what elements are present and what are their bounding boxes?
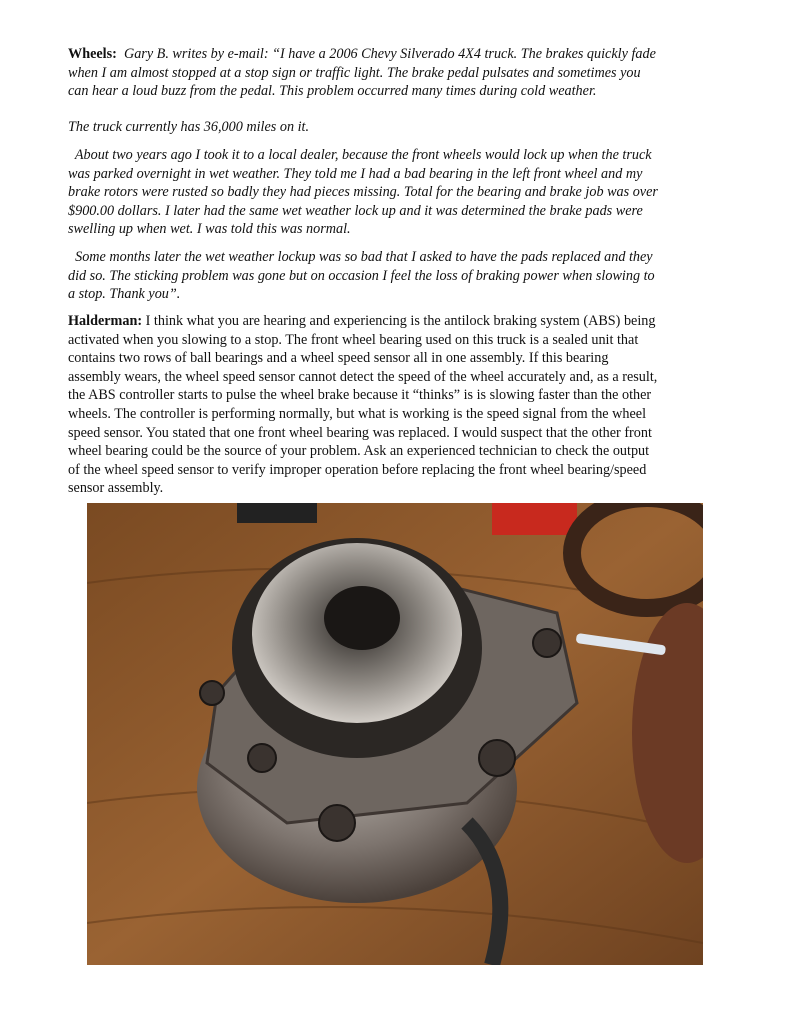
text-line: a stop. Thank you”. [68,286,181,303]
halderman-label: Halderman: [68,313,143,329]
wheels-label: Wheels: [68,46,117,62]
text-line: wheels. The controller is performing normally, but what is working is the speed signal from the wheel [68,405,647,422]
text-line: of the wheel speed sensor to verify improper operation before replacing the front wheel bearing/speed [68,461,647,478]
text-line: did so. The sticking problem was gone but on occasion I feel the loss of braking power when slowing to [68,267,655,284]
text-line: swelling up when wet. I was told this was normal. [68,221,351,238]
text-line: contains two rows of ball bearings and a wheel speed sensor all in one assembly. If this bearing [68,350,609,367]
text-line: was parked overnight in wet weather. They told me I had a bad bearing in the left front wheel and my [68,165,643,182]
text-line: Some months later the wet weather lockup was so bad that I asked to have the pads replaced and they [68,249,653,265]
text-line: I think what you are hearing and experiencing is the antilock braking system (ABS) being [142,313,656,329]
text-line: the ABS controller starts to pulse the wheel brake because it “thinks” is is slowing faster than the other [68,387,652,404]
wheel-bearing-hub-photo [87,503,703,965]
question-paragraph-3 [68,146,738,239]
red-box [492,503,577,535]
question-paragraph-1 [68,45,738,101]
text-line: wheel bearing could be the source of your problem. Ask an experienced technician to check the output [68,443,650,460]
text-line: when I am almost stopped at a stop sign or traffic light. The brake pedal pulsates and sometimes you [68,64,641,81]
text-line: can hear a loud buzz from the pedal. This problem occurred many times during cold weather. [68,83,597,100]
text-line: Gary B. writes by e-mail: “I have a 2006 Chevy Silverado 4X4 truck. The brakes quickly fade [123,46,656,62]
text-line: sensor assembly. [68,480,164,497]
text-line: activated when you slowing to a stop. The front wheel bearing used on this truck is a sealed unit that [68,331,639,348]
question-paragraph-4 [68,248,738,304]
text-line: speed sensor. You stated that one front wheel bearing was replaced. I would suspect that the other front [68,424,652,441]
answer-paragraph [68,312,738,498]
text-line: assembly wears, the wheel speed sensor cannot detect the speed of the wheel accurately and, as a result, [68,368,658,385]
text-line: About two years ago I took it to a local dealer, because the front wheels would lock up when the truck [68,147,652,163]
text-line: $900.00 dollars. I later had the same wet weather lock up and it was determined the brake pads were [68,202,643,219]
question-paragraph-2 [68,118,738,137]
splined-bore [324,586,400,650]
text-line: brake rotors were rusted so badly they had pieces missing. Total for the bearing and brake job was over [68,184,658,201]
black-box [237,503,317,523]
text-line: The truck currently has 36,000 miles on it. [68,119,310,135]
